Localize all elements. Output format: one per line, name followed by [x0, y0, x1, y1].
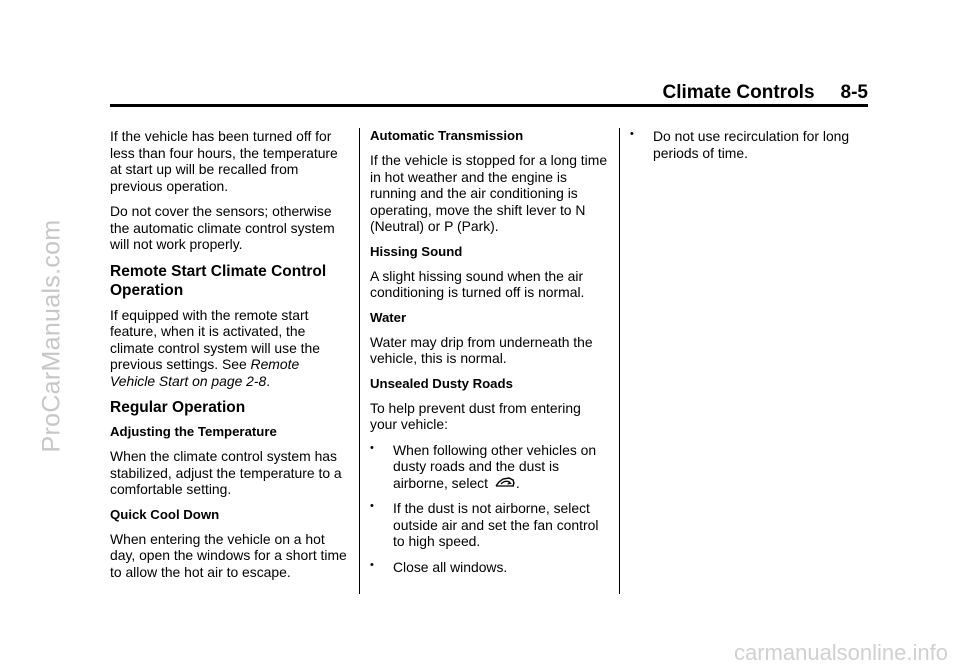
column-1: [110, 128, 348, 589]
section-title: Climate Controls: [662, 82, 815, 103]
recirculation-icon: [494, 475, 516, 491]
bullet-icon: •: [370, 500, 374, 512]
list-item: [370, 442, 608, 492]
heading-automatic-transmission: Automatic Transmission: [370, 128, 524, 143]
heading-quick-cool: Quick Cool Down: [110, 506, 220, 522]
bullet-icon: •: [370, 558, 374, 571]
paragraph-quick-cool: When entering the vehicle on a hot day, open the windows for a short time to allow the hot air to escape.: [110, 530, 347, 580]
dusty-roads-list: [370, 442, 608, 576]
bullet-icon: •: [630, 128, 634, 140]
page-number: 8-5: [840, 82, 868, 103]
remote-start-text: If equipped with the remote start feature, when it is activated, the climate control system will use the previous settings. See: [110, 306, 320, 372]
list-item: [370, 559, 608, 576]
heading-hissing-sound: Hissing Sound: [370, 243, 463, 259]
page-header: [110, 80, 868, 104]
list-item-text: Do not use recirculation for long periods of time.: [653, 128, 850, 161]
column-divider-2: [619, 128, 620, 594]
paragraph-recall: If the vehicle has been turned off for less than four hours, the temperature at start up will be recalled from previous operation.: [110, 128, 338, 194]
header-rule: [110, 104, 868, 107]
list-item-period: .: [515, 474, 520, 491]
heading-dusty-roads: Unsealed Dusty Roads: [370, 375, 513, 391]
paragraph-remote-start: [110, 307, 348, 390]
heading-remote-start: Remote Start Climate Control Operation: [110, 262, 327, 299]
heading-adjust-temperature: Adjusting the Temperature: [110, 424, 277, 439]
bottom-watermark: carmanualsonline.info: [733, 640, 948, 665]
list-item-text: When following other vehicles on dusty roads and the dust is airborne, select: [393, 441, 597, 491]
column-2: [370, 128, 608, 584]
list-item-text: Close all windows.: [393, 558, 508, 575]
list-item: [370, 500, 608, 550]
heading-water: Water: [370, 309, 407, 325]
column-3: [630, 128, 868, 170]
recirculation-list: [630, 128, 868, 161]
remote-start-period: .: [266, 372, 271, 389]
side-watermark-text: ProCarManuals.com: [37, 219, 66, 453]
list-item-text: If the dust is not airborne, select outside air and set the fan control to high speed.: [393, 500, 599, 549]
bullet-icon: •: [370, 441, 374, 454]
paragraph-water: Water may drip from underneath the vehicle, this is normal.: [370, 333, 593, 366]
paragraph-dusty-roads: To help prevent dust from entering your vehicle:: [370, 399, 581, 432]
column-divider-1: [359, 128, 360, 594]
paragraph-sensors: Do not cover the sensors; otherwise the automatic climate control system will not work properly.: [110, 203, 335, 252]
list-item: [630, 128, 868, 161]
paragraph-adjust-temperature: When the climate control system has stabilized, adjust the temperature to a comfortable setting.: [110, 448, 342, 497]
remote-start-link[interactable]: Remote Vehicle Start on page 2-8: [110, 356, 300, 389]
paragraph-hissing-sound: A slight hissing sound when the air conditioning is turned off is normal.: [370, 267, 585, 300]
paragraph-automatic-transmission: If the vehicle is stopped for a long time in hot weather and the engine is running and the air conditioning is operating, move the shift lever to N (Neutral) or P (Park).: [370, 152, 608, 234]
heading-regular-operation: Regular Operation: [110, 399, 246, 416]
